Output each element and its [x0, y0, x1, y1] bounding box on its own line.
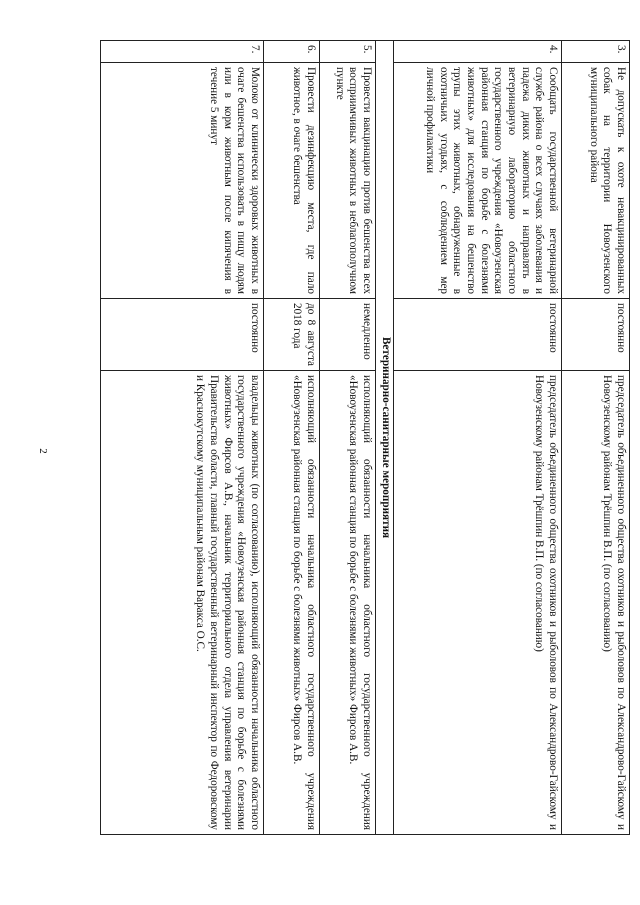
measure-text: Сообщать государственной ветеринарной службе района о всех случаях заболевания и падежа диких животных и направлять в ветеринарную лабораторию областного государственного учреждения «Новоузенская районная станция по борьбе с болезнями животных» для исследования на бешенство трупы этих животных, обнаруженные в охотничьих угодьях, с соблюдением мер личной профилактики [394, 63, 562, 299]
row-number: 5. [320, 41, 376, 63]
table-row [264, 41, 320, 835]
measures-table [100, 40, 630, 835]
responsible-text: исполняющий обязанности начальника областного государственного учреждения «Новоузенская районная станция по борьбе с болезнями животных» Фирсов А.В. [264, 371, 320, 835]
term-text: постоянно [562, 299, 630, 371]
section-title: Ветеринарно-санитарные мероприятия [376, 41, 394, 835]
page-number: 2 [36, 448, 49, 454]
table-row [562, 41, 630, 835]
measure-text: Молоко от клинически здоровых животных в очаге бешенства использовать в пищу людям или в корм животным после кипячения в течение 5 минут [101, 63, 264, 299]
rotated-table-container [100, 40, 630, 835]
table-row [101, 41, 264, 835]
row-number: 4. [394, 41, 562, 63]
term-text: до 8 августа 2018 года [264, 299, 320, 371]
responsible-text: владельцы животных (по согласованию), исполняющий обязанности начальника областного государственного учреждения «Новоузенская районная станция по борьбе с болезнями животных» Фирсов А.В., начальник территориального отдела управления ветеринарии Правительства области, главный государственный ветеринарный инспектор по Федоровскому и Краснокутскому муниципальным районам Варакса О.С. [101, 371, 264, 835]
row-number: 6. [264, 41, 320, 63]
table-row [394, 41, 562, 835]
term-text: постоянно [394, 299, 562, 371]
measure-text: Не допускать к охоте невакцинированных собак на территории Новоузенского муниципального района [562, 63, 630, 299]
table-row [320, 41, 376, 835]
term-text: немедленно [320, 299, 376, 371]
measure-text: Провести вакцинацию против бешенства всех восприимчивых животных в неблагополучном пункте [320, 63, 376, 299]
row-number: 7. [101, 41, 264, 63]
row-number: 3. [562, 41, 630, 63]
section-header-row [376, 41, 394, 835]
term-text: постоянно [101, 299, 264, 371]
responsible-text: председатель объединенного общества охотников и рыболовов по Александрово-Гайскому и Новоузенскому районам Трёшпин В.П. (по согласованию) [562, 371, 630, 835]
measure-text: Провести дезинфекцию места, где пало животное, в очаге бешенства [264, 63, 320, 299]
responsible-text: председатель объединенного общества охотников и рыболовов по Александрово-Гайскому и Новоузенскому районам Трёшпин В.П. (по согласованию) [394, 371, 562, 835]
responsible-text: исполняющий обязанности начальника областного государственного учреждения «Новоузенская районная станция по борьбе с болезнями животных» Фирсов А.В. [320, 371, 376, 835]
